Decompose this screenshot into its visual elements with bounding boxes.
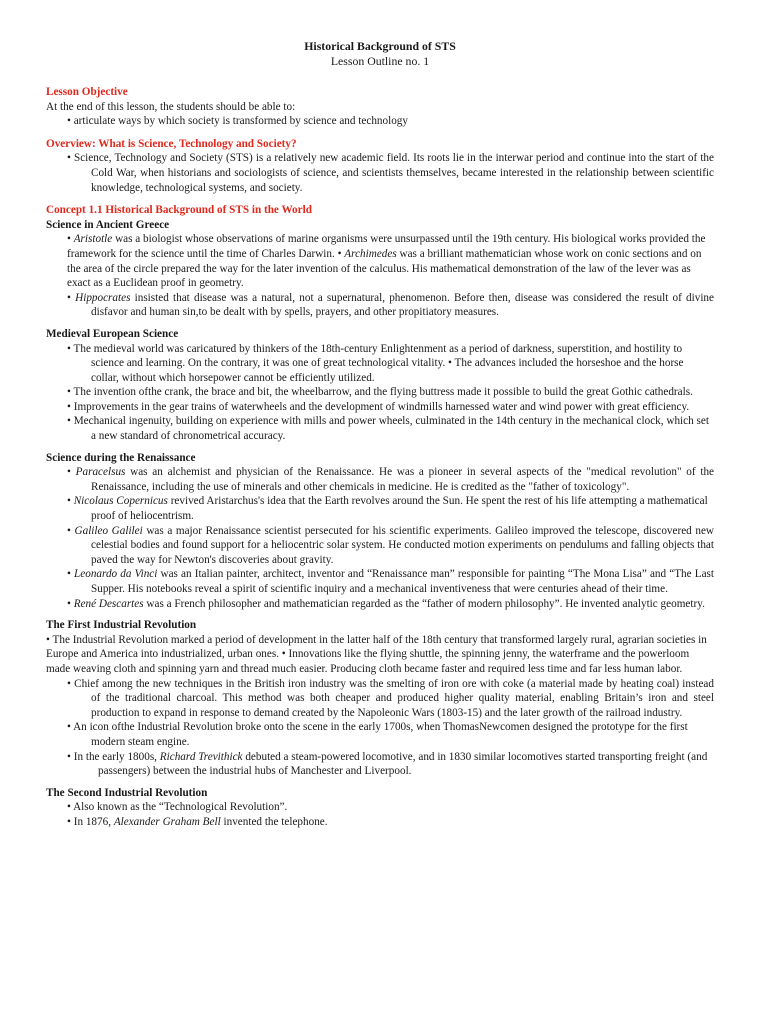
lesson-objective-heading: Lesson Objective bbox=[46, 86, 128, 98]
lesson-objective-intro: At the end of this lesson, the students should be able to: bbox=[46, 100, 296, 113]
renaissance-davinci-bullet: • Leonardo da Vinci was an Italian painter, architect, inventor and “Renaissance man” responsible for painting “The Mona Lisa” and “The Last Supper. His notebooks reveal a spirit of scientific inquiry and a mechanical inventiveness that were centuries ahead of their time. bbox=[67, 568, 714, 595]
medieval-bullet-1: • The medieval world was caricatured by thinkers of the 18th-century Enlightenment as a period of darkness, superstition, and hostility to science and learning. On the contrary, it was one of great technological vitality. • The advances included the horseshoe and the horse collar, without which horsepower cannot be efficiently utilized. bbox=[67, 342, 684, 384]
hippocrates-text: insisted that disease was a natural, not a supernatural, phenomenon. Before then, disease was considered the result of divine disfavor and human sin,to be dealt with by spells, prayers, and other propitiatory measures. bbox=[91, 291, 714, 319]
overview-heading: Overview: What is Science, Technology and Society? bbox=[46, 137, 297, 150]
document-subtitle: Lesson Outline no. 1 bbox=[330, 54, 430, 68]
aristotle-name: Aristotle bbox=[73, 233, 113, 246]
aristotle-text: was a biologist whose observations of marine organisms were unsurpassed until the 19th century. His biological works provided the framework for the science until the time of Charles Darwin. • bbox=[67, 233, 706, 260]
medieval-bullet-2: • The invention ofthe crank, the brace and bit, the wheelbarrow, and the flying buttress made it possible to build the great Gothic cathedrals. bbox=[67, 386, 693, 399]
lesson-objective-bullet: • articulate ways by which society is transformed by science and technology bbox=[67, 115, 408, 128]
document-title: Historical Background of STS bbox=[304, 39, 456, 53]
greece-hippocrates-bullet: • Hippocrates insisted that disease was a natural, not a supernatural, phenomenon. Before then, disease was considered the result of divine disfavor and human sin,to be dealt with by spells, prayers, and other propitiatory measures. bbox=[67, 291, 714, 319]
medieval-bullet-3: • Improvements in the gear trains of waterwheels and the development of windmills harnessed water and wind power with great efficiency. bbox=[67, 400, 690, 413]
hippocrates-name: Hippocrates bbox=[75, 291, 131, 304]
first-ir-bullet-2: • Chief among the new techniques in the British iron industry was the smelting of iron ore with coke (a material made by heating coal) instead of the traditional charcoal. This method was both cheaper and produced higher quality material, enabling Britain’s iron and steel production to expand in response to demand created by the Napoleonic Wars (1803-15) and the later growth of the railroad industry. bbox=[67, 677, 714, 719]
archimedes-text: was a brilliant mathematician whose work on conic sections and on the area of the circle prepared the way for the later invention of the calculus. His mathematical demonstration of the law of the lever was as exact as a Euclidean proof in geometry. bbox=[67, 247, 702, 290]
renaissance-heading: Science during the Renaissance bbox=[46, 451, 196, 464]
renaissance-descartes-bullet: • René Descartes was a French philosopher and mathematician regarded as the “father of modern philosophy”. He invented analytic geometry. bbox=[67, 597, 705, 610]
overview-bullet: • Science, Technology and Society (STS) is a relatively new academic field. Its roots lie in the interwar period and continue into the start of the Cold War, when historians and sociologists of science, and scientists themselves, became interested in the relationship between scientific knowledge, technological systems, and society. bbox=[67, 152, 714, 194]
second-ir-bullet-2: • In 1876, Alexander Graham Bell invented the telephone. bbox=[67, 815, 328, 828]
second-ir-bullet-1: • Also known as the “Technological Revolution”. bbox=[67, 801, 288, 814]
greece-aristotle-paragraph bbox=[46, 232, 714, 290]
first-ir-bullet-1: • The Industrial Revolution marked a period of development in the latter half of the 18th century that transformed largely rural, agrarian societies in Europe and America into industrialized, urban ones. • Innovations like the flying shuttle, the spinning jenny, the waterframe and the powerloom made weaving cloth and spinning yarn and thread much easier. Producing cloth became faster and required less time and far less human labor. bbox=[46, 633, 707, 675]
renaissance-copernicus-bullet: • Nicolaus Copernicus revived Aristarchus's idea that the Earth revolves around the Sun. He spent the rest of his life attempting a mathematical proof of heliocentrism. bbox=[67, 495, 708, 523]
bullet-glyph: • bbox=[67, 233, 74, 246]
first-ir-heading: The First Industrial Revolution bbox=[46, 619, 197, 632]
concept-heading: Concept 1.1 Historical Background of STS in the World bbox=[46, 204, 312, 217]
first-ir-bullet-3: • An icon ofthe Industrial Revolution broke onto the scene in the early 1700s, when ThomasNewcomen designed the prototype for the first modern steam engine. bbox=[67, 721, 688, 748]
medieval-bullet-4: • Mechanical ingenuity, building on experience with mills and power wheels, culminated in the 14th century in the mechanical clock, which set a new standard of chronometrical accuracy. bbox=[67, 415, 709, 443]
greece-heading: Science in Ancient Greece bbox=[46, 218, 170, 231]
archimedes-name: Archimedes bbox=[344, 247, 397, 260]
renaissance-galileo-bullet: • Galileo Galilei was a major Renaissance scientist persecuted for his scientific experiments. Galileo improved the telescope, discovered new celestial bodies and found support for a heliocentric solar system. He conducted motion experiments on pendulums and falling objects that paved the way for Newton's discoveries about gravity. bbox=[67, 524, 715, 566]
second-ir-heading: The Second Industrial Revolution bbox=[46, 786, 208, 799]
first-ir-bullet-4: • In the early 1800s, Richard Trevithick debuted a steam-powered locomotive, and in 1830 similar locomotives started transporting freight (and passengers) between the industrial hubs of Manchester and Liverpool. bbox=[67, 750, 708, 778]
renaissance-paracelsus-bullet: • Paracelsus was an alchemist and physician of the Renaissance. He was a pioneer in several aspects of the "medical revolution" of the Renaissance, including the use of minerals and other chemicals in medicine. He is credited as the "father of toxicology". bbox=[67, 466, 715, 493]
medieval-heading: Medieval European Science bbox=[46, 327, 179, 340]
